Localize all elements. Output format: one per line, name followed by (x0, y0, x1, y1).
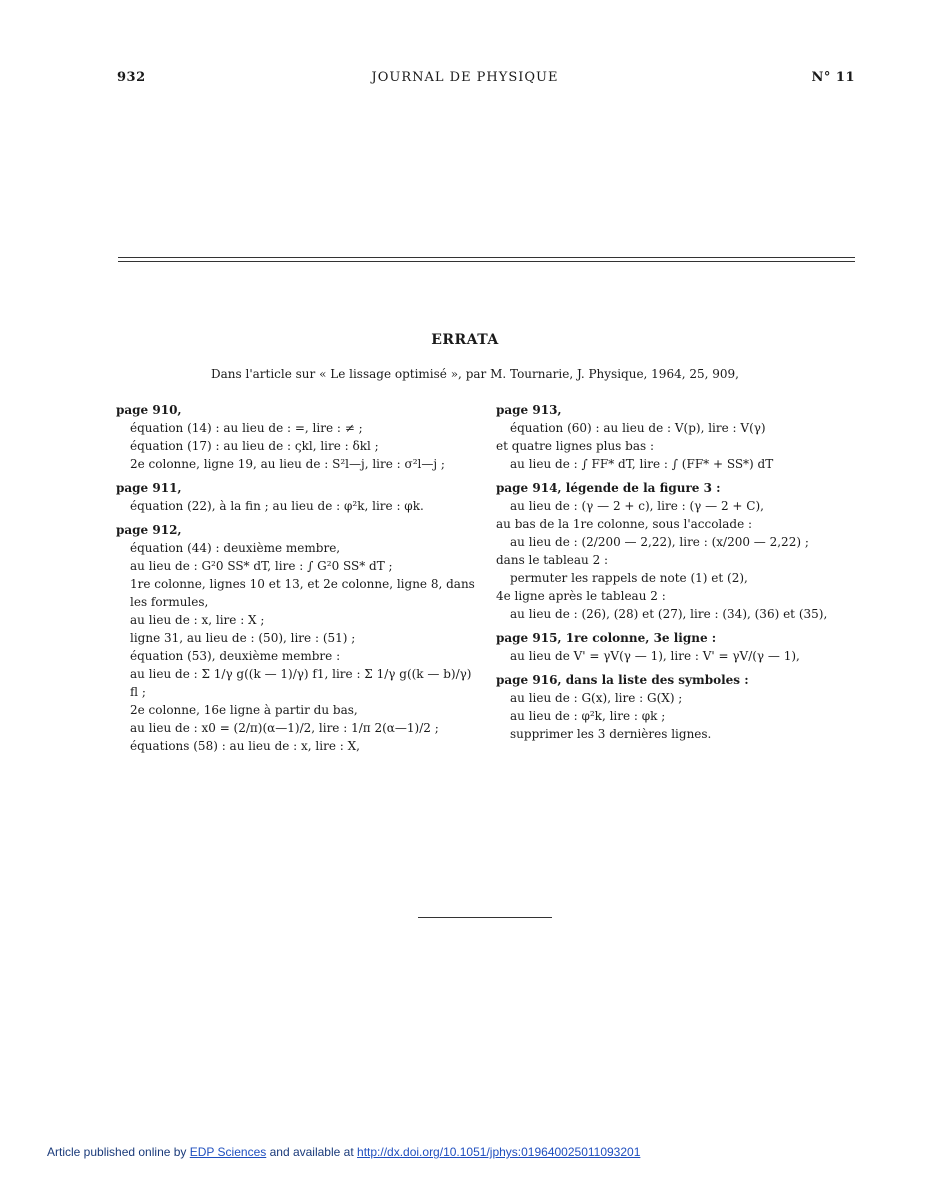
errata-line: dans le tableau 2 : (496, 553, 609, 567)
footer (47, 1145, 640, 1159)
errata-line: au bas de la 1re colonne, sous l'accolade : (496, 517, 753, 531)
errata-line: équation (53), deuxième membre : (130, 649, 341, 663)
errata-page-heading: page 913, (496, 403, 562, 417)
divider-bottom (118, 261, 855, 262)
issue-number: N° 11 (811, 70, 855, 85)
errata-line: au lieu de : ∫ FF* dT, lire : ∫ (FF* + SS*) dT (510, 457, 774, 471)
errata-line: équation (17) : au lieu de : ςkl, lire : δkl ; (130, 439, 379, 453)
errata-line: permuter les rappels de note (1) et (2), (510, 571, 748, 585)
errata-line: au lieu de : (26), (28) et (27), lire : (34), (36) et (35), (510, 607, 828, 621)
errata-page-heading: page 915, 1re colonne, 3e ligne : (496, 631, 717, 645)
errata-page-heading: page 910, (116, 403, 182, 417)
left-column (116, 395, 478, 755)
errata-line: équation (60) : au lieu de : V(p), lire : V(γ) (510, 421, 766, 435)
errata-line: supprimer les 3 dernières lignes. (510, 727, 712, 741)
errata-line: au lieu de : (2/200 — 2,22), lire : (x/200 — 2,22) ; (510, 535, 809, 549)
errata-page-heading: page 912, (116, 523, 182, 537)
errata-line: 4e ligne après le tableau 2 : (496, 589, 666, 603)
publisher-link[interactable]: EDP Sciences (189, 1145, 267, 1159)
errata-line: au lieu de : x0 = (2/π)(α—1)/2, lire : 1/π 2(α—1)/2 ; (130, 721, 439, 735)
errata-title: ERRATA (431, 332, 499, 348)
page-number: 932 (117, 70, 146, 85)
errata-line: ligne 31, au lieu de : (50), lire : (51) ; (130, 631, 356, 645)
errata-line: au lieu de : G(x), lire : G(X) ; (510, 691, 683, 705)
errata-line: au lieu de : (γ — 2 + c), lire : (γ — 2 + C), (510, 499, 764, 513)
errata-line: équations (58) : au lieu de : x, lire : X, (130, 739, 360, 753)
errata-line: au lieu de V' = γV(γ — 1), lire : V' = γV/(γ — 1), (510, 649, 800, 663)
doi-link[interactable]: http://dx.doi.org/10.1051/jphys:019640025011093201 (357, 1145, 641, 1159)
errata-line: au lieu de : G²0 SS* dT, lire : ∫ G²0 SS* dT ; (130, 559, 393, 573)
errata-line: 2e colonne, ligne 19, au lieu de : S²l—j, lire : σ²l—j ; (130, 457, 445, 471)
errata-page-heading: page 914, légende de la figure 3 : (496, 481, 721, 495)
right-column (496, 395, 856, 743)
errata-line: équation (22), à la fin ; au lieu de : φ²k, lire : φk. (130, 499, 424, 513)
footer-prefix: Article published online by (47, 1145, 187, 1159)
errata-line: et quatre lignes plus bas : (496, 439, 655, 453)
errata-line: équation (14) : au lieu de : =, lire : ≠ ; (130, 421, 363, 435)
errata-page-heading: page 911, (116, 481, 182, 495)
divider-top (118, 257, 855, 258)
errata-line: au lieu de : x, lire : X ; (130, 613, 265, 627)
errata-line: équation (44) : deuxième membre, (130, 541, 341, 555)
journal-title: JOURNAL DE PHYSIQUE (371, 70, 559, 85)
errata-intro: Dans l'article sur « Le lissage optimisé », par M. Tournarie, J. Physique, 1964, 25, 909, (211, 367, 739, 381)
errata-page-heading: page 916, dans la liste des symboles : (496, 673, 749, 687)
errata-line: 2e colonne, 16e ligne à partir du bas, (130, 703, 358, 717)
footer-middle: and available at (269, 1145, 354, 1159)
errata-line: au lieu de : Σ 1/γ g((k — 1)/γ) f1, lire : Σ 1/γ g((k — b)/γ) fl ; (130, 667, 472, 699)
errata-line: au lieu de : φ²k, lire : φk ; (510, 709, 666, 723)
end-rule (418, 917, 552, 918)
errata-line: 1re colonne, lignes 10 et 13, et 2e colonne, ligne 8, dans les formules, (130, 577, 475, 609)
